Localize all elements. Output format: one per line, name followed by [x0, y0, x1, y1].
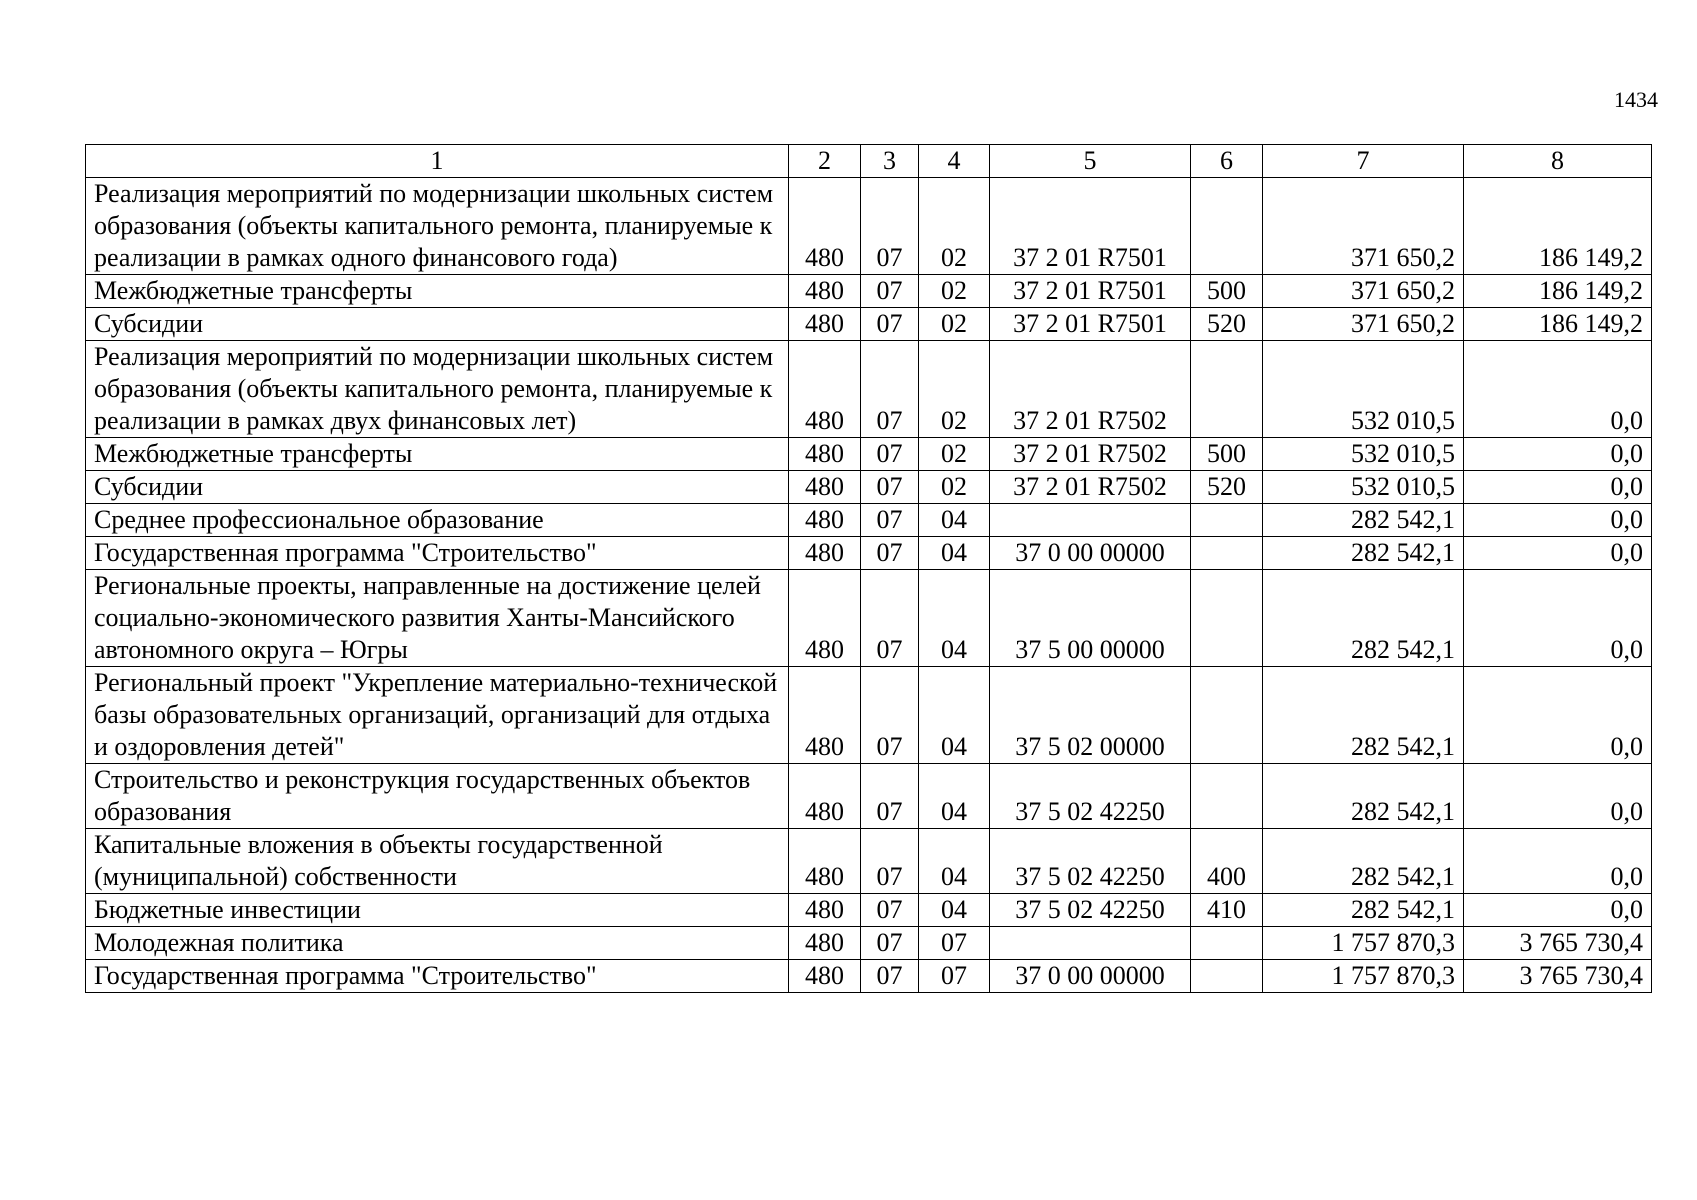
- amount-year1-cell: 282 542,1: [1263, 570, 1464, 667]
- amount-year2-cell: 0,0: [1464, 537, 1652, 570]
- subsection-cell: 04: [919, 764, 990, 829]
- row-name-cell: Межбюджетные трансферты: [86, 438, 789, 471]
- amount-year2-cell: 3 765 730,4: [1464, 960, 1652, 993]
- section-cell: 07: [861, 438, 919, 471]
- target-article-cell: 37 2 01 R7502: [990, 341, 1191, 438]
- section-cell: 07: [861, 829, 919, 894]
- section-cell: 07: [861, 894, 919, 927]
- target-article-cell: 37 5 02 00000: [990, 667, 1191, 764]
- amount-year1-cell: 1 757 870,3: [1263, 960, 1464, 993]
- target-article-cell: 37 5 02 42250: [990, 894, 1191, 927]
- table-row: [86, 829, 1652, 894]
- target-article-cell: 37 2 01 R7501: [990, 178, 1191, 275]
- amount-year1-cell: 532 010,5: [1263, 341, 1464, 438]
- amount-year2-cell: 186 149,2: [1464, 275, 1652, 308]
- subsection-cell: 02: [919, 275, 990, 308]
- table-row: [86, 570, 1652, 667]
- row-name-cell: Строительство и реконструкция государственных объектов образования: [86, 764, 789, 829]
- row-name-cell: Региональные проекты, направленные на достижение целей социально-экономического развития Ханты-Мансийского автономного округа – Югры: [86, 570, 789, 667]
- section-cell: 07: [861, 275, 919, 308]
- expense-type-cell: [1191, 504, 1263, 537]
- section-cell: 07: [861, 570, 919, 667]
- expense-type-cell: [1191, 667, 1263, 764]
- amount-year2-cell: 0,0: [1464, 667, 1652, 764]
- amount-year2-cell: 0,0: [1464, 438, 1652, 471]
- admin-code-cell: 480: [789, 308, 861, 341]
- header-row: [86, 145, 1652, 178]
- amount-year2-cell: 0,0: [1464, 341, 1652, 438]
- target-article-cell: 37 5 02 42250: [990, 764, 1191, 829]
- row-name-cell: Бюджетные инвестиции: [86, 894, 789, 927]
- target-article-cell: 37 5 00 00000: [990, 570, 1191, 667]
- table-row: [86, 537, 1652, 570]
- subsection-cell: 07: [919, 927, 990, 960]
- amount-year1-cell: 371 650,2: [1263, 178, 1464, 275]
- section-cell: 07: [861, 764, 919, 829]
- admin-code-cell: 480: [789, 894, 861, 927]
- expense-type-cell: [1191, 960, 1263, 993]
- table-row: [86, 504, 1652, 537]
- row-name-cell: Субсидии: [86, 308, 789, 341]
- table-row: [86, 471, 1652, 504]
- amount-year1-cell: 532 010,5: [1263, 438, 1464, 471]
- target-article-cell: 37 2 01 R7502: [990, 438, 1191, 471]
- table-row: [86, 178, 1652, 275]
- table-row: [86, 341, 1652, 438]
- expense-type-cell: 500: [1191, 438, 1263, 471]
- section-cell: 07: [861, 308, 919, 341]
- column-header: 1: [86, 145, 789, 178]
- amount-year1-cell: 282 542,1: [1263, 894, 1464, 927]
- subsection-cell: 04: [919, 667, 990, 764]
- target-article-cell: 37 2 01 R7501: [990, 275, 1191, 308]
- amount-year2-cell: 0,0: [1464, 764, 1652, 829]
- subsection-cell: 02: [919, 438, 990, 471]
- expense-type-cell: [1191, 341, 1263, 438]
- section-cell: 07: [861, 504, 919, 537]
- column-header: 5: [990, 145, 1191, 178]
- amount-year1-cell: 1 757 870,3: [1263, 927, 1464, 960]
- column-header: 2: [789, 145, 861, 178]
- section-cell: 07: [861, 178, 919, 275]
- subsection-cell: 04: [919, 537, 990, 570]
- amount-year2-cell: 0,0: [1464, 570, 1652, 667]
- amount-year2-cell: 3 765 730,4: [1464, 927, 1652, 960]
- amount-year2-cell: 0,0: [1464, 894, 1652, 927]
- amount-year1-cell: 371 650,2: [1263, 308, 1464, 341]
- admin-code-cell: 480: [789, 570, 861, 667]
- column-header: 4: [919, 145, 990, 178]
- subsection-cell: 02: [919, 178, 990, 275]
- page-number: 1434: [1614, 87, 1658, 112]
- section-cell: 07: [861, 960, 919, 993]
- amount-year1-cell: 371 650,2: [1263, 275, 1464, 308]
- amount-year2-cell: 0,0: [1464, 829, 1652, 894]
- table-row: [86, 960, 1652, 993]
- admin-code-cell: 480: [789, 764, 861, 829]
- subsection-cell: 02: [919, 341, 990, 438]
- row-name-cell: Капитальные вложения в объекты государственной (муниципальной) собственности: [86, 829, 789, 894]
- amount-year1-cell: 282 542,1: [1263, 504, 1464, 537]
- row-name-cell: Межбюджетные трансферты: [86, 275, 789, 308]
- section-cell: 07: [861, 537, 919, 570]
- subsection-cell: 04: [919, 570, 990, 667]
- admin-code-cell: 480: [789, 438, 861, 471]
- target-article-cell: 37 0 00 00000: [990, 960, 1191, 993]
- row-name-cell: Государственная программа "Строительство": [86, 960, 789, 993]
- section-cell: 07: [861, 341, 919, 438]
- row-name-cell: Молодежная политика: [86, 927, 789, 960]
- row-name-cell: Среднее профессиональное образование: [86, 504, 789, 537]
- admin-code-cell: 480: [789, 829, 861, 894]
- section-cell: 07: [861, 471, 919, 504]
- section-cell: 07: [861, 667, 919, 764]
- column-header: 6: [1191, 145, 1263, 178]
- subsection-cell: 04: [919, 894, 990, 927]
- expense-type-cell: [1191, 570, 1263, 667]
- budget-table: [85, 144, 1652, 993]
- expense-type-cell: 410: [1191, 894, 1263, 927]
- subsection-cell: 02: [919, 308, 990, 341]
- admin-code-cell: 480: [789, 537, 861, 570]
- admin-code-cell: 480: [789, 178, 861, 275]
- expense-type-cell: [1191, 178, 1263, 275]
- row-name-cell: Реализация мероприятий по модернизации школьных систем образования (объекты капитального ремонта, планируемые к реализации в рамках одного финансового года): [86, 178, 789, 275]
- admin-code-cell: 480: [789, 504, 861, 537]
- column-header: 3: [861, 145, 919, 178]
- expense-type-cell: [1191, 537, 1263, 570]
- expense-type-cell: 400: [1191, 829, 1263, 894]
- target-article-cell: [990, 504, 1191, 537]
- target-article-cell: 37 5 02 42250: [990, 829, 1191, 894]
- subsection-cell: 07: [919, 960, 990, 993]
- table-row: [86, 894, 1652, 927]
- target-article-cell: 37 2 01 R7502: [990, 471, 1191, 504]
- section-cell: 07: [861, 927, 919, 960]
- amount-year1-cell: 282 542,1: [1263, 667, 1464, 764]
- row-name-cell: Региональный проект "Укрепление материально-технической базы образовательных организаций, организаций для отдыха и оздоровления детей": [86, 667, 789, 764]
- admin-code-cell: 480: [789, 667, 861, 764]
- column-header: 7: [1263, 145, 1464, 178]
- table-row: [86, 764, 1652, 829]
- table-row: [86, 275, 1652, 308]
- subsection-cell: 04: [919, 504, 990, 537]
- amount-year2-cell: 186 149,2: [1464, 178, 1652, 275]
- expense-type-cell: [1191, 764, 1263, 829]
- table-row: [86, 308, 1652, 341]
- table-body: [86, 178, 1652, 993]
- target-article-cell: 37 2 01 R7501: [990, 308, 1191, 341]
- subsection-cell: 04: [919, 829, 990, 894]
- admin-code-cell: 480: [789, 960, 861, 993]
- expense-type-cell: 520: [1191, 308, 1263, 341]
- admin-code-cell: 480: [789, 341, 861, 438]
- admin-code-cell: 480: [789, 471, 861, 504]
- amount-year2-cell: 0,0: [1464, 471, 1652, 504]
- amount-year2-cell: 186 149,2: [1464, 308, 1652, 341]
- expense-type-cell: 520: [1191, 471, 1263, 504]
- amount-year1-cell: 532 010,5: [1263, 471, 1464, 504]
- admin-code-cell: 480: [789, 927, 861, 960]
- amount-year1-cell: 282 542,1: [1263, 829, 1464, 894]
- amount-year2-cell: 0,0: [1464, 504, 1652, 537]
- expense-type-cell: 500: [1191, 275, 1263, 308]
- admin-code-cell: 480: [789, 275, 861, 308]
- table-row: [86, 927, 1652, 960]
- target-article-cell: [990, 927, 1191, 960]
- row-name-cell: Государственная программа "Строительство": [86, 537, 789, 570]
- subsection-cell: 02: [919, 471, 990, 504]
- row-name-cell: Субсидии: [86, 471, 789, 504]
- table-row: [86, 438, 1652, 471]
- table-row: [86, 667, 1652, 764]
- column-header: 8: [1464, 145, 1652, 178]
- row-name-cell: Реализация мероприятий по модернизации школьных систем образования (объекты капитального ремонта, планируемые к реализации в рамках двух финансовых лет): [86, 341, 789, 438]
- target-article-cell: 37 0 00 00000: [990, 537, 1191, 570]
- amount-year1-cell: 282 542,1: [1263, 537, 1464, 570]
- amount-year1-cell: 282 542,1: [1263, 764, 1464, 829]
- expense-type-cell: [1191, 927, 1263, 960]
